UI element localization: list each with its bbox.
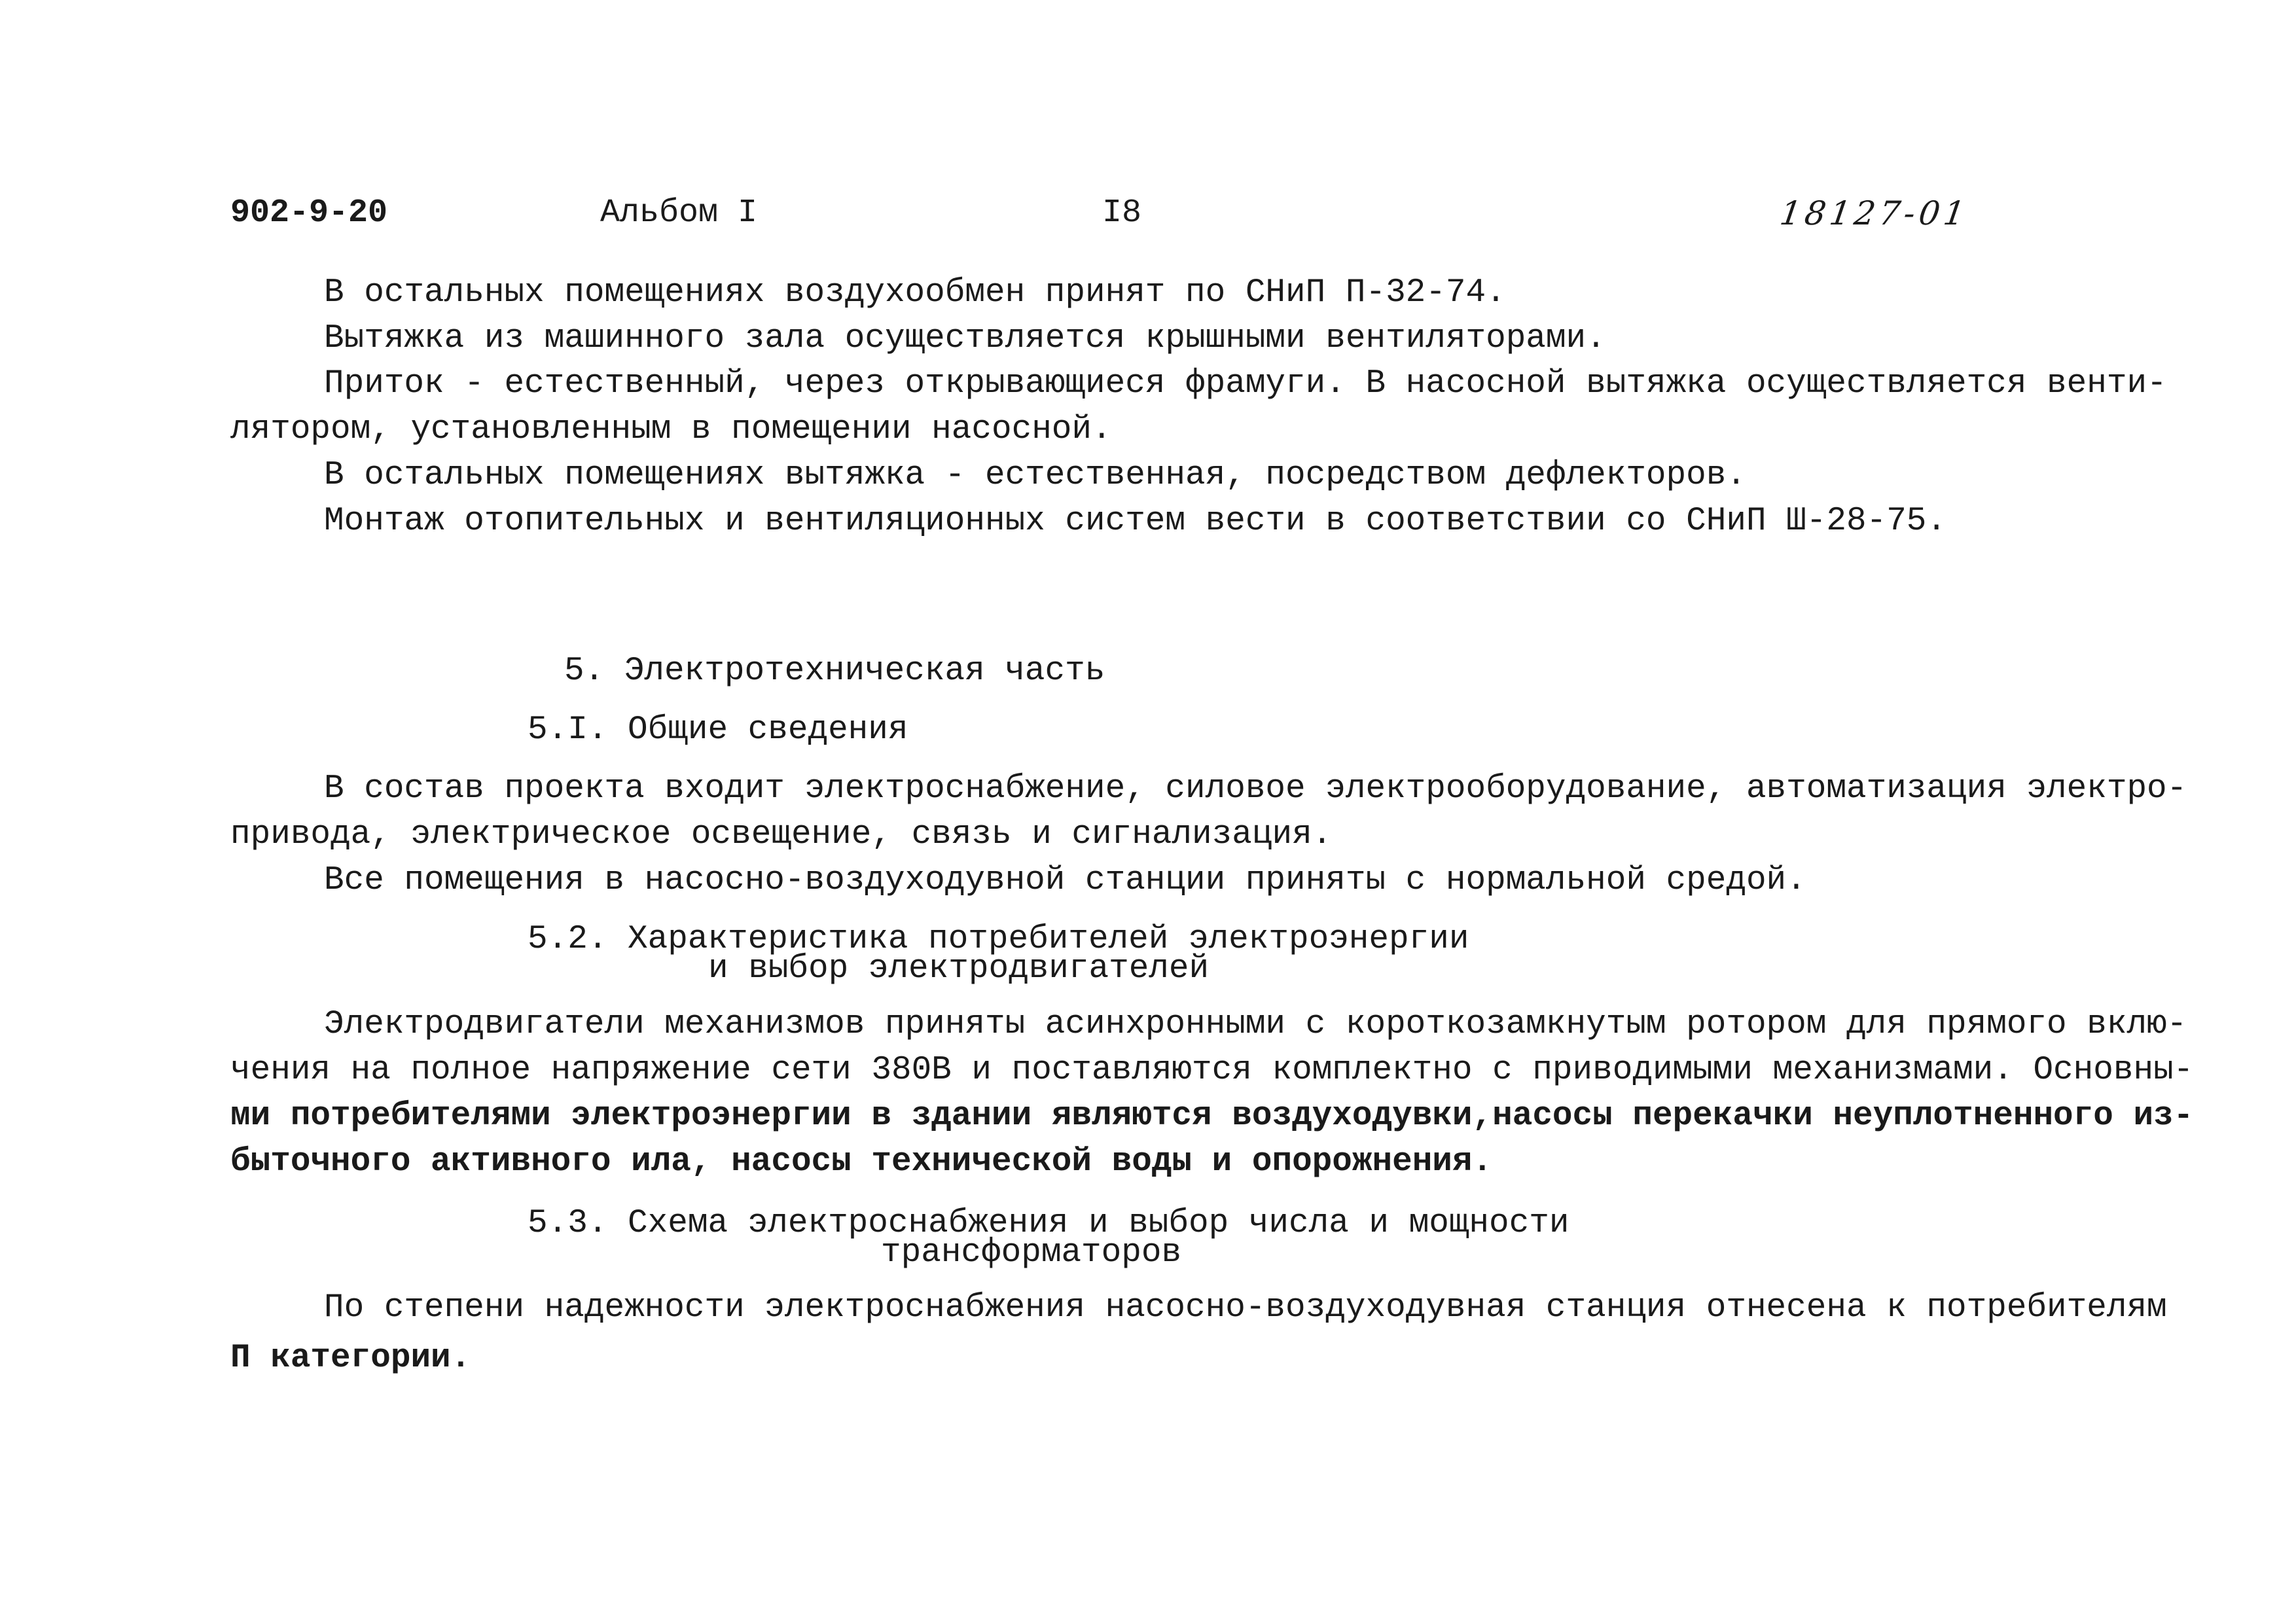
text-line: привода, электрическое освещение, связь и сигнализация.: [230, 816, 1333, 853]
text-line: В состав проекта входит электроснабжение, силовое электрооборудование, автоматизация электро-: [324, 770, 2187, 808]
text-line: По степени надежности электроснабжения насосно-воздуходувная станция отнесена к потребителям: [324, 1289, 2167, 1327]
text-line: лятором, установленным в помещении насосной.: [230, 411, 1112, 448]
text-line: чения на полное напряжение сети 380В и поставляются комплектно с приводимыми механизмами. Основны-: [230, 1052, 2194, 1089]
text-line: ми потребителями электроэнергии в здании являются воздуходувки,насосы перекачки неуплотненного из-: [230, 1097, 2194, 1135]
inventory-number: 18127-01: [1777, 194, 1971, 232]
text-line: Монтаж отопительных и вентиляционных систем вести в соответствии со СНиП Ш-28-75.: [324, 503, 1947, 540]
text-line: Все помещения в насосно-воздуходувной станции приняты с нормальной средой.: [324, 862, 1806, 899]
document-code: 902-9-20: [230, 194, 388, 232]
subsection-heading: 5.3. Схема электроснабжения и выбор числа и мощности: [528, 1205, 1570, 1242]
page-number: I8: [1102, 194, 1142, 232]
subsection-heading: 5.2. Характеристика потребителей электроэнергии: [528, 921, 1469, 958]
text-line: П категории.: [230, 1340, 471, 1377]
text-line: В остальных помещениях воздухообмен принят по СНиП П-32-74.: [324, 274, 1506, 312]
text-line: Вытяжка из машинного зала осуществляется крышными вентиляторами.: [324, 320, 1606, 357]
subsection-heading-continued: трансформаторов: [881, 1234, 1182, 1272]
text-line: Приток - естественный, через открывающиеся фрамуги. В насосной вытяжка осуществляется венти-: [324, 365, 2167, 402]
subsection-heading-continued: и выбор электродвигателей: [708, 950, 1210, 988]
text-line: В остальных помещениях вытяжка - естественная, посредством дефлекторов.: [324, 457, 1746, 494]
section-heading: 5. Электротехническая часть: [564, 652, 1105, 690]
text-line: быточного активного ила, насосы технической воды и опорожнения.: [230, 1143, 1493, 1181]
subsection-heading: 5.I. Общие сведения: [528, 711, 908, 749]
album-label: Альбом I: [600, 194, 758, 232]
text-line: Электродвигатели механизмов приняты асинхронными с короткозамкнутым ротором для прямого вклю-: [324, 1006, 2187, 1043]
